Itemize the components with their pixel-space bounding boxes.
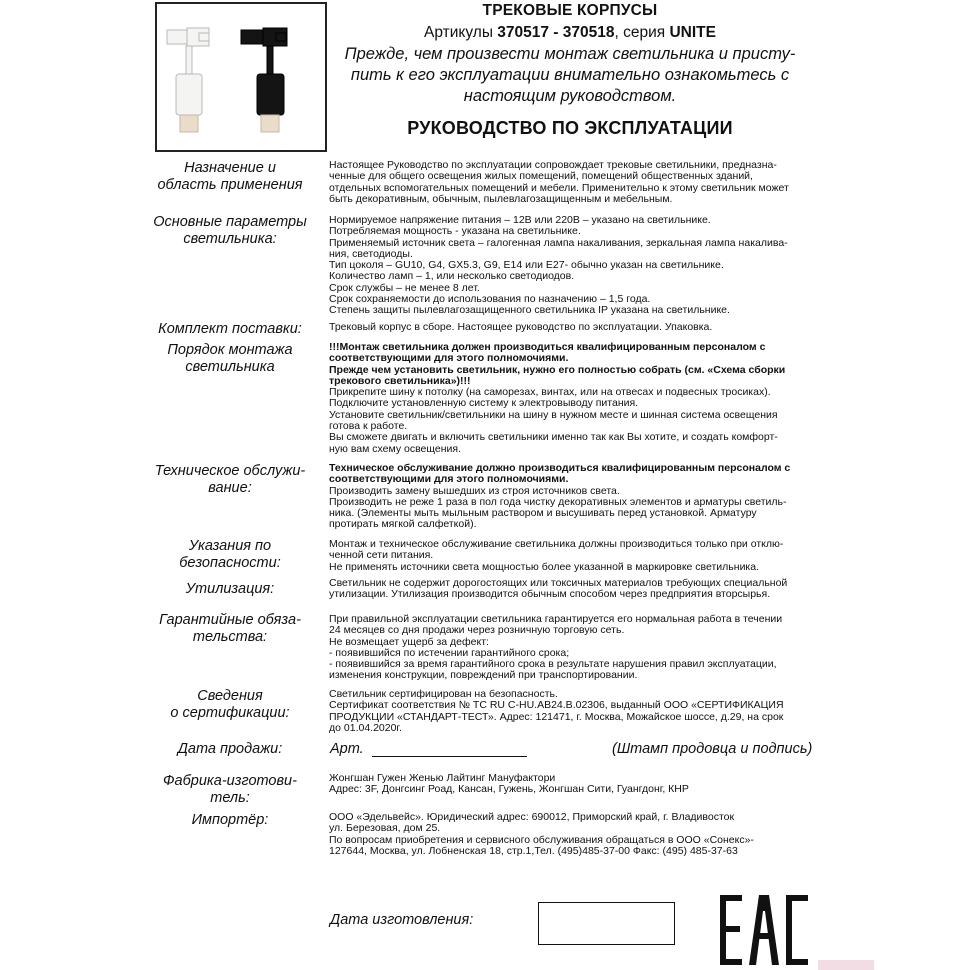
eac-certification-logo (718, 893, 810, 967)
section-text-line: Сертификат соответствия № ТС RU С-HU.АВ24.В.02306, выданный ООО «СЕРТИФИКАЦИЯ (329, 699, 784, 712)
section-label (150, 538, 310, 572)
section-label-line: о сертификации: (170, 705, 290, 721)
section-text-line: Адрес: 3F, Донгсинг Роад, Кансан, Гужень, Жонгшан Сити, Гуангдонг, КНР (329, 783, 689, 796)
section-text-line: Вы сможете двигать и включить светильники именно так как Вы хотите, и создать комфорт- (329, 431, 778, 444)
article-line (330, 24, 810, 42)
section-text-line: При правильной эксплуатации светильника гарантируется его нормальная работа в течении (329, 613, 783, 625)
section-text-line: трекового светильника»)!!! (329, 374, 471, 387)
warning-line: настоящим руководством. (463, 87, 677, 105)
section-text-line: Нормируемое напряжение питания – 12В или 220В – указано на светильнике. (329, 214, 711, 226)
manufacture-date-box (538, 902, 675, 945)
section-text-line: - появившийся за время гарантийного срока в результате нарушения правил эксплуатации, (329, 658, 777, 671)
section-label-line: Указания по (188, 538, 272, 554)
section-text (329, 578, 829, 601)
section-label-line: безопасности: (179, 555, 281, 571)
series-prefix: , серия (614, 24, 670, 41)
white-housing (167, 28, 209, 132)
section-text-line: 24 месяцев со дня продажи через розничную торговую сеть. (329, 624, 625, 637)
section-label (150, 342, 310, 376)
document-header (330, 0, 810, 139)
section-text (329, 342, 829, 455)
warning-line: Прежде, чем произвести монтаж светильника и присту- (344, 45, 796, 63)
section-label-line: Утилизация: (185, 581, 275, 597)
section-text-line: Трековый корпус в сборе. Настоящее руководство по эксплуатации. Упаковка. (329, 321, 713, 333)
section-text-line: быть декоративным, обычным, пылевлагозащищенным и мебельным. (329, 192, 673, 205)
section-text-line: ную вам схему освещения. (329, 442, 462, 455)
section-text-line: Срок сохраняемости до использования по назначению – 1,5 года. (329, 293, 651, 306)
section-text (329, 463, 829, 531)
article-entry-line (372, 756, 527, 757)
warning-line: пить к его эксплуатации внимательно ознакомьтесь с (350, 66, 790, 84)
section-label (150, 688, 310, 722)
section-text (329, 614, 829, 682)
manufacture-date-label: Дата изготовления: (330, 912, 474, 928)
section-text (329, 689, 829, 734)
section-label-line: Фабрика-изготови- (163, 773, 297, 789)
section-label-line: Назначение и (184, 160, 276, 176)
section-text (329, 215, 829, 317)
document-title: ТРЕКОВЫЕ КОРПУСЫ (482, 2, 658, 19)
track-housing-illustration (157, 4, 325, 150)
seller-stamp-label: (Штамп продовца и подпись) (612, 741, 813, 757)
section-text-line: готова к работе. (329, 420, 408, 433)
section-text-line: !!!Монтаж светильника должен производиться квалифицированным персоналом с (329, 341, 766, 353)
section-text-line: 127644, Москва, ул. Лобненская 18, стр.1,Тел. (495)485-37-00 Факс: (495) 485-37-63 (329, 844, 738, 857)
section-text-line: Количество ламп – 1, или несколько светодиодов. (329, 270, 575, 283)
section-text-line: Техническое обслуживание должно производиться квалифицированным персоналом с (329, 462, 791, 474)
section-text-line: ул. Березовая, дом 25. (329, 822, 441, 835)
section-text (329, 539, 829, 573)
sale-date-label: Дата продажи: (177, 741, 283, 757)
section-text-line: утилизации. Утилизация производится обычным способом через предприятия вторсырья. (329, 588, 771, 601)
section-label-line: тель: (210, 790, 250, 806)
section-label (150, 160, 310, 194)
section-text-line: Срок службы – не менее 8 лет. (329, 281, 480, 294)
section-label-line: тельства: (192, 629, 268, 645)
section-text-line: Прежде чем установить светильник, нужно его полностью собрать (см. «Схема сборки (329, 363, 786, 376)
series-name: UNITE (669, 24, 716, 41)
section-text-line: Применяемый источник света – галогенная лампа накаливания, зеркальная лампа накалива- (329, 236, 788, 249)
section-text-line: Производить не реже 1 раза в пол года чистку декоративных элементов и арматуры светиль- (329, 495, 787, 508)
section-text-line: протирать мягкой салфеткой). (329, 518, 477, 531)
section-text-line: ния, светодиоды. (329, 247, 413, 260)
article-field-label: Арт. (330, 741, 364, 757)
section-text (329, 322, 829, 333)
section-text-line: Установите светильник/светильники на шину в нужном месте и шинная система освещения (329, 408, 778, 421)
section-text-line: до 01.04.2020г. (329, 721, 402, 734)
section-label-line: Гарантийные обяза- (159, 612, 301, 628)
section-label-line: светильника: (183, 231, 277, 247)
section-text-line: Жонгшан Гужен Женью Лайтинг Мануфактори (329, 772, 556, 784)
section-text-line: Производить замену вышедших из строя источников света. (329, 484, 620, 497)
article-codes: 370517 - 370518 (497, 24, 615, 41)
section-text-line: По вопросам приобретения и сервисного обслуживания обращаться в ООО «Сонекс»- (329, 833, 754, 846)
sale-date-row (0, 741, 970, 761)
section-text-line: Настоящее Руководство по эксплуатации сопровождает трековые светильники, предназна- (329, 159, 777, 171)
section-text-line: ченные для общего освещения жилых помещений, помещений общественных зданий, (329, 170, 753, 183)
section-text-line: Светильник не содержит дорогостоящих или токсичных материалов требующих специальной (329, 577, 788, 589)
section-text-line: - появившийся по истечении гарантийного срока; (329, 646, 570, 659)
read-manual-warning (330, 44, 810, 107)
articles-prefix: Артикулы (424, 24, 498, 41)
section-text-line: Степень защиты пылевлагозащищенного светильника IP указана на светильнике. (329, 304, 730, 317)
section-label-line: вание: (208, 480, 252, 496)
section-text-line: Тип цоколя – GU10, G4, GX5.3, G9, E14 или E27- обычно указан на светильнике. (329, 259, 724, 272)
section-label (150, 581, 310, 598)
section-text (329, 160, 829, 205)
section-text (329, 812, 829, 857)
section-text-line: Не возмещает ущерб за дефект: (329, 635, 489, 648)
section-label (150, 612, 310, 646)
section-text (329, 773, 829, 796)
section-label (150, 773, 310, 807)
section-text-line: ООО «Эдельвейс». Юридический адрес: 690012, Приморский край, г. Владивосток (329, 811, 735, 823)
edge-mark (818, 960, 874, 970)
section-label-line: область применения (157, 177, 303, 193)
section-text-line: Прикрепите шину к потолку (на саморезах, винтах, или на отвесах и подвесных тросиках). (329, 386, 771, 399)
section-text-line: ника. (Элементы мыть мыльным раствором и высушивать перед установкой. Арматуру (329, 507, 757, 520)
section-text-line: соответствующими для этого полномочиями. (329, 473, 569, 486)
section-label-line: Порядок монтажа (167, 342, 293, 358)
section-text-line: ПРОДУКЦИИ «СТАНДАРТ-ТЕСТ». Адрес: 121471, г. Москва, Можайское шоссе, д.29, на срок (329, 710, 784, 723)
black-housing (241, 28, 287, 132)
section-text-line: изменения конструкции, повреждений при транспортировании. (329, 669, 638, 682)
section-label (150, 463, 310, 497)
section-text-line: Потребляемая мощность - указана на светильнике. (329, 225, 581, 238)
section-text-line: отдельных вспомогательных помещений и мебели. Применительно к этому светильник может (329, 181, 789, 194)
section-label-line: Импортёр: (191, 812, 269, 828)
section-text-line: ченной сети питания. (329, 549, 434, 562)
section-text-line: Подключите установленную систему к электровыводу питания. (329, 397, 639, 410)
section-text-line: Не применять источники света мощностью более указанной в маркировке светильника. (329, 560, 760, 573)
section-label (150, 321, 310, 338)
section-label-line: Техническое обслужи- (154, 463, 306, 479)
section-label (150, 214, 310, 248)
manual-title: РУКОВОДСТВО ПО ЭКСПЛУАТАЦИИ (407, 118, 733, 138)
section-label-line: Основные параметры (153, 214, 307, 230)
section-text-line: Монтаж и техническое обслуживание светильника должны производиться только при отклю- (329, 538, 784, 550)
section-text-line: соответствующими для этого полномочиями. (329, 352, 569, 365)
section-label-line: светильника (185, 359, 275, 375)
section-label-line: Сведения (197, 688, 263, 704)
product-image (155, 2, 327, 152)
section-label (150, 812, 310, 829)
section-text-line: Светильник сертифицирован на безопасность. (329, 688, 558, 700)
section-label-line: Комплект поставки: (158, 321, 302, 337)
